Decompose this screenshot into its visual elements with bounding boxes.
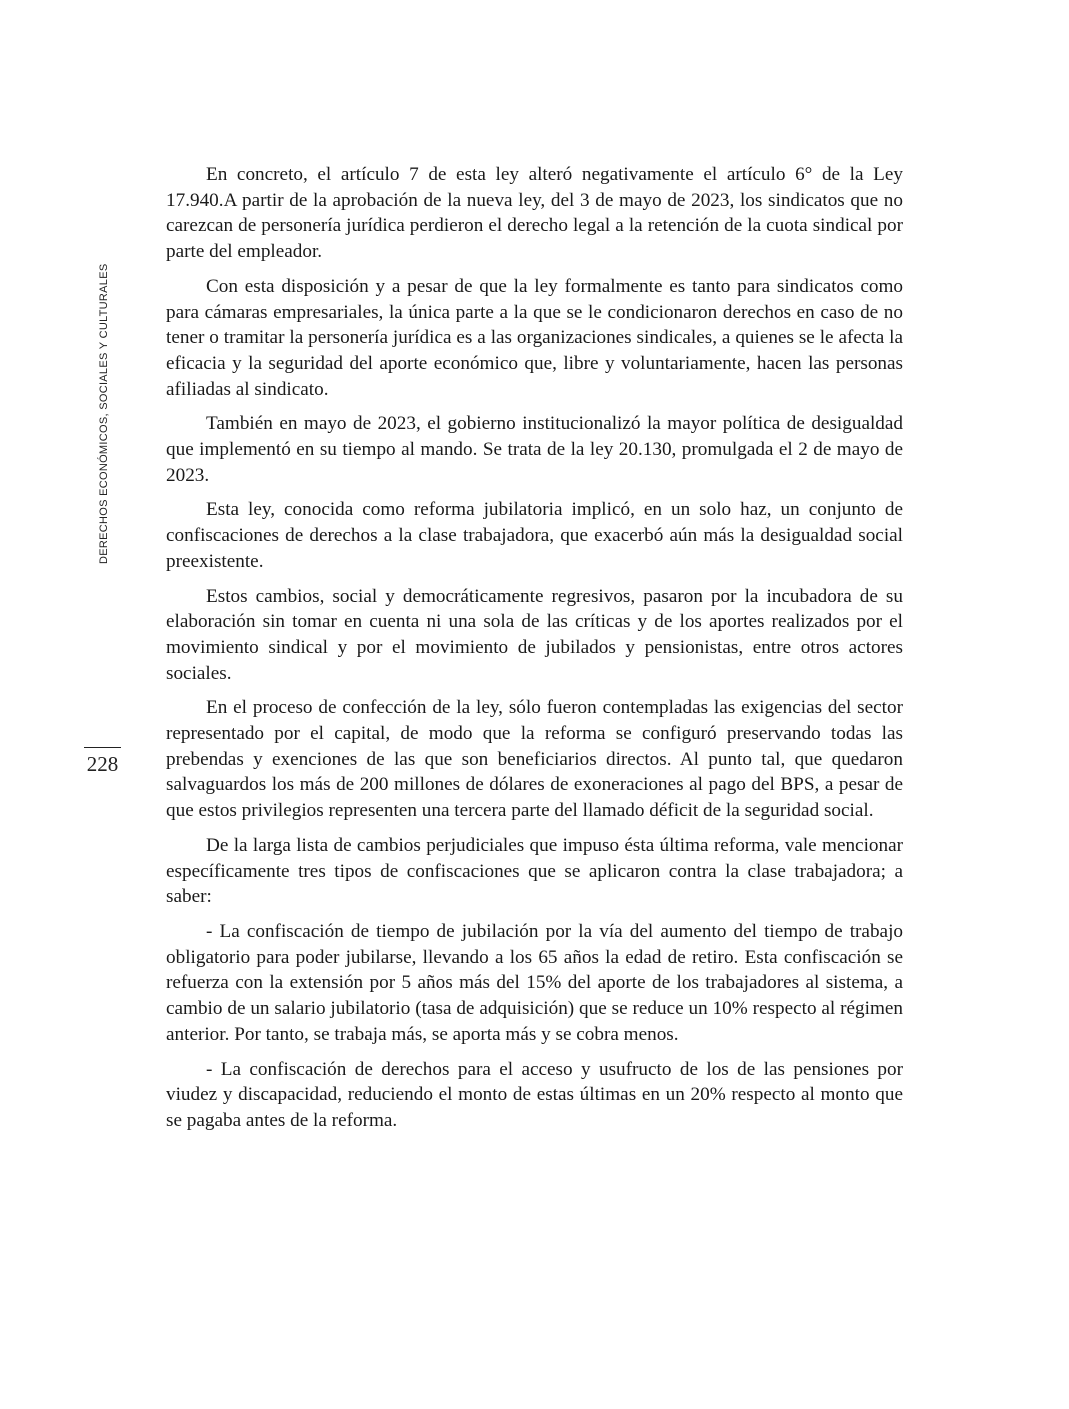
page-number: 228 [86, 752, 119, 776]
page-number-rule [84, 747, 121, 748]
paragraph: Estos cambios, social y democráticamente regresivos, pasaron por la incubadora de su elaboración sin tomar en cuenta ni una sola de las críticas y de los aportes realizados por el movimiento sindical y por el movimiento de jubilados y pensionistas, entre otros actores sociales. [166, 585, 903, 684]
paragraph: Con esta disposición y a pesar de que la ley formalmente es tanto para sindicatos como para cámaras empresariales, la única parte a la que se le condicionaron derechos en caso de no tener o tramitar la personería jurídica es a las organizaciones sindicales, a quienes se le afecta la eficacia y la seguridad del aporte económico que, libre y voluntariamente, hacen las personas afiliadas al sindicato. [166, 275, 903, 400]
paragraph: También en mayo de 2023, el gobierno institucionalizó la mayor política de desigualdad que implementó en su tiempo al mando. Se trata de la ley 20.130, promulgada el 2 de mayo de 2023. [166, 413, 903, 486]
paragraph: Esta ley, conocida como reforma jubilatoria implicó, en un solo haz, un conjunto de confiscaciones de derechos a la clase trabajadora, que exacerbó aún más la desigualdad social preexistente. [166, 499, 903, 572]
running-header: DERECHOS ECONÓMICOS, SOCIALES Y CULTURALES [98, 263, 110, 564]
paragraph: En el proceso de confección de la ley, sólo fueron contempladas las exigencias del sector representado por el capital, de modo que la reforma se configuró preservando todas las prebendas y exenciones de las que son beneficiarios directos. Al punto tal, que quedaron salvaguardos los más de 200 millones de dólares de exoneraciones al pago del BPS, a pesar de que estos privilegios representen una tercera parte del llamado déficit de la seguridad social. [166, 697, 903, 822]
paragraph: - La confiscación de tiempo de jubilación por la vía del aumento del tiempo de trabajo obligatorio para poder jubilarse, llevando a los 65 años la edad de retiro. Esta confiscación se refuerza con la extensión por 5 años más del 15% del aporte de los trabajadores al sistema, a cambio de un salario jubilatorio (tasa de adquisición) que se reduce un 10% respecto al régimen anterior. Por tanto, se trabaja más, se aporta más y se cobra menos. [166, 920, 903, 1045]
paragraph: De la larga lista de cambios perjudiciales que impuso ésta última reforma, vale mencionar específicamente tres tipos de confiscaciones que se aplicaron contra la clase trabajadora; a saber: [166, 834, 903, 908]
paragraph: - La confiscación de derechos para el acceso y usufructo de los de las pensiones por viudez y discapacidad, reduciendo el monto de estas últimas en un 20% respecto al monto que se pagaba antes de la reforma. [166, 1058, 903, 1131]
paragraph: En concreto, el artículo 7 de esta ley alteró negativamente el artículo 6° de la Ley 17.940.A partir de la aprobación de la nueva ley, del 3 de mayo de 2023, los sindicatos que no carezcan de personería jurídica perdieron el derecho legal a la retención de la cuota sindical por parte del empleador. [166, 164, 903, 263]
body-text [166, 162, 903, 1143]
